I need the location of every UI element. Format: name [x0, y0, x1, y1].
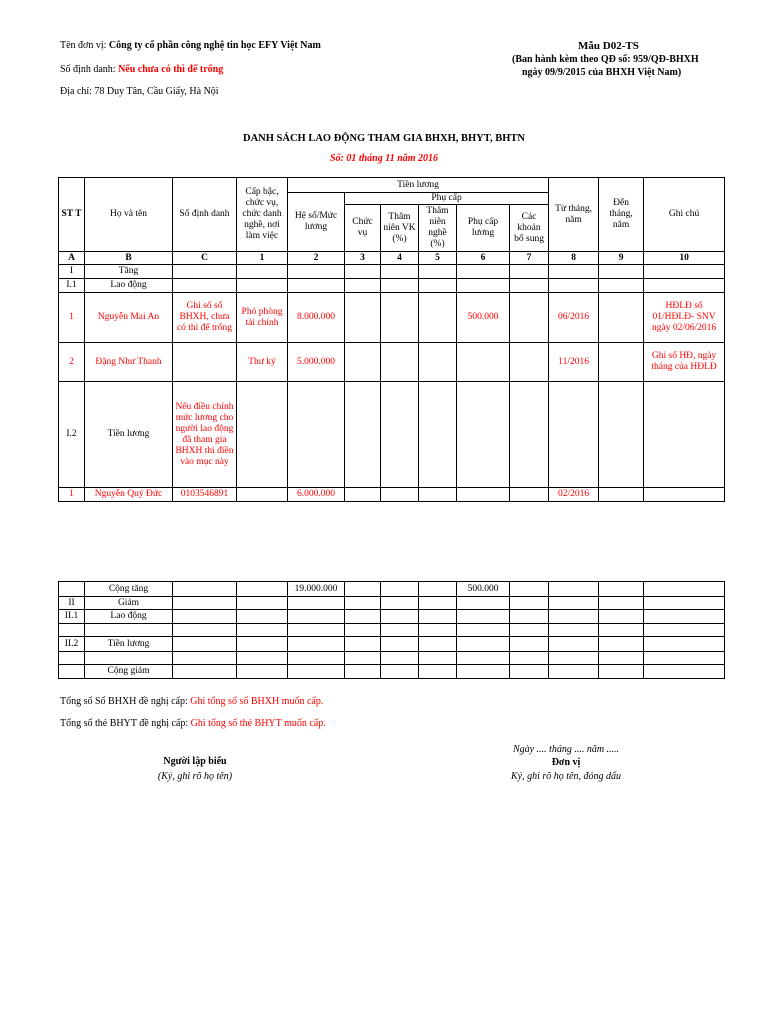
- col-name: Họ và tên: [85, 178, 173, 252]
- code-cell: A: [59, 252, 85, 265]
- row-allowance: 500.000: [457, 293, 510, 343]
- col-a-vk: Thâm niên VK (%): [381, 205, 419, 252]
- row-stt: II: [59, 597, 85, 610]
- row-coef: 5.000.000: [288, 343, 345, 382]
- row-coef: 6.000.000: [288, 488, 345, 502]
- table-row: [59, 624, 725, 637]
- row-stt: 2: [59, 343, 85, 382]
- code-value: Nếu chưa có thì để trống: [118, 64, 224, 75]
- col-position: Cấp bậc, chức vụ, chức danh nghề, nơi làm việc: [237, 178, 288, 252]
- bhyt-label: Tổng số thẻ BHYT đề nghị cấp:: [60, 718, 189, 729]
- bhxh-label: Tổng số Sổ BHXH đề nghị cấp:: [60, 696, 188, 707]
- row-stt: II.2: [59, 637, 85, 652]
- row-stt: 1: [59, 293, 85, 343]
- unit-title: Đơn vị: [551, 757, 581, 768]
- code-cell: 9: [599, 252, 644, 265]
- col-allowance: Phụ cấp: [345, 193, 549, 205]
- row-name: Tiền lương: [85, 382, 173, 488]
- table-row: [59, 343, 725, 382]
- unit-label: Tên đơn vị:: [60, 40, 107, 51]
- code-cell: 10: [644, 252, 725, 265]
- summary-total-inc: Cộng tăng: [85, 582, 173, 597]
- row-stt: I: [59, 265, 85, 279]
- row-position: Phó phòng tài chính: [237, 293, 288, 343]
- summary-total-dec: Cộng giảm: [85, 665, 173, 679]
- row-name: Giảm: [85, 597, 173, 610]
- row-id: Ghi số sổ BHXH, chưa có thì để trống: [173, 293, 237, 343]
- col-id: Số định danh: [173, 178, 237, 252]
- col-a-other: Các khoản bổ sung: [510, 205, 549, 252]
- row-coef: 8.000.000: [288, 293, 345, 343]
- row-name: Tiền lương: [85, 637, 173, 652]
- row-name: Nguyễn Mai An: [85, 293, 173, 343]
- row-from: 02/2016: [549, 488, 599, 502]
- col-coef: Hệ số/Mức lương: [288, 193, 345, 252]
- unit-note: Ký, ghi rõ họ tên, đóng dấu: [511, 771, 621, 782]
- form-note-1: (Ban hành kèm theo QĐ số: 959/QĐ-BHXH: [512, 54, 699, 65]
- form-note-2: ngày 09/9/2015 của BHXH Việt Nam): [522, 67, 682, 78]
- bhyt-value: Ghi tổng số thẻ BHYT muốn cấp.: [190, 718, 326, 729]
- row-stt: II.1: [59, 610, 85, 624]
- preparer-title: Người lập biểu: [163, 756, 227, 767]
- code-cell: 2: [288, 252, 345, 265]
- page-title: DANH SÁCH LAO ĐỘNG THAM GIA BHXH, BHYT, BHTN: [243, 133, 525, 144]
- row-id: 0103546891: [173, 488, 237, 502]
- table-row: [59, 279, 725, 293]
- table-row: [59, 610, 725, 624]
- table-row: [59, 652, 725, 665]
- row-note: HĐLĐ số 01/HĐLĐ- SNV ngày 02/06/2016: [644, 293, 725, 343]
- bhxh-line: [60, 696, 323, 707]
- table-row: [59, 382, 725, 488]
- col-a-job: Thâm niên nghề (%): [419, 205, 457, 252]
- table-row: [59, 293, 725, 343]
- preparer-note: (Ký, ghi rõ họ tên): [157, 771, 233, 782]
- sign-date: Ngày .... tháng .... năm .....: [512, 744, 620, 755]
- table-row: [59, 265, 725, 279]
- col-a-salary: Phụ cấp lương: [457, 205, 510, 252]
- code-cell: 3: [345, 252, 381, 265]
- row-stt: 1: [59, 488, 85, 502]
- address: Địa chỉ: 78 Duy Tân, Cầu Giấy, Hà Nội: [60, 86, 219, 97]
- bhxh-value: Ghi tổng số sổ BHXH muốn cấp.: [190, 696, 324, 707]
- row-from: 06/2016: [549, 293, 599, 343]
- row-name: Lao động: [85, 610, 173, 624]
- code-cell: 1: [237, 252, 288, 265]
- row-name: Lao động: [85, 279, 173, 293]
- table-row: [59, 665, 725, 679]
- row-name: Tăng: [85, 265, 173, 279]
- code-cell: B: [85, 252, 173, 265]
- unit-line: [60, 40, 321, 51]
- form-code: Mẫu D02-TS: [578, 40, 639, 52]
- col-stt: ST T: [59, 178, 85, 252]
- table-row: [59, 488, 725, 502]
- summary-total-coef: 19.000.000: [288, 582, 345, 597]
- col-from: Từ tháng, năm: [549, 178, 599, 252]
- col-a-position: Chức vụ: [345, 205, 381, 252]
- code-cell: 4: [381, 252, 419, 265]
- employee-table: [58, 177, 725, 502]
- col-salary-group: Tiền lương: [288, 178, 549, 193]
- code-line: [60, 64, 223, 75]
- row-id: Nếu điều chỉnh mức lương cho người lao động đã tham gia BHXH thì điền vào mục này: [173, 382, 237, 488]
- code-cell: 5: [419, 252, 457, 265]
- code-label: Số định danh:: [60, 64, 116, 75]
- row-stt: I.2: [59, 382, 85, 488]
- row-stt: I.1: [59, 279, 85, 293]
- code-cell: C: [173, 252, 237, 265]
- table-row: [59, 597, 725, 610]
- row-position: Thư ký: [237, 343, 288, 382]
- code-cell: 6: [457, 252, 510, 265]
- row-note: Ghi số HĐ, ngày tháng của HĐLĐ: [644, 343, 725, 382]
- summary-table: [58, 581, 725, 679]
- row-name: Đặng Như Thanh: [85, 343, 173, 382]
- summary-total-allow: 500.000: [457, 582, 510, 597]
- unit-name: Công ty cổ phần công nghệ tin học EFY Việt Nam: [108, 40, 321, 51]
- col-note: Ghi chú: [644, 178, 725, 252]
- page-subtitle: Số: 01 tháng 11 năm 2016: [329, 153, 439, 164]
- row-from: 11/2016: [549, 343, 599, 382]
- table-row: [59, 582, 725, 597]
- code-cell: 8: [549, 252, 599, 265]
- table-row: [59, 637, 725, 652]
- col-to: Đến tháng, năm: [599, 178, 644, 252]
- code-cell: 7: [510, 252, 549, 265]
- row-name: Nguyễn Quý Đức: [85, 488, 173, 502]
- bhyt-line: [60, 718, 326, 729]
